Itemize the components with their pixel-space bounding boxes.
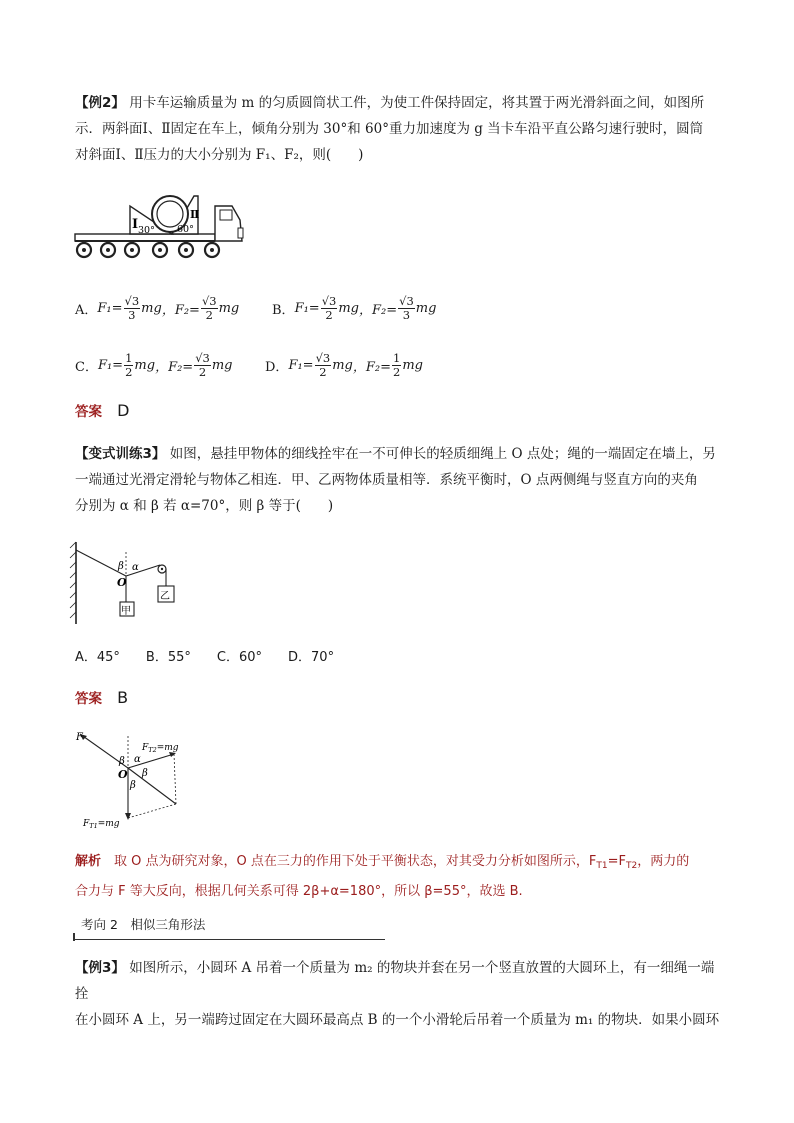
- example2-line3: 对斜面Ⅰ、Ⅱ压力的大小分别为 F₁、F₂，则( ): [75, 147, 364, 163]
- object-jia-label: 甲: [121, 606, 131, 617]
- variant3-line1: 【变式训练3】 如图，悬挂甲物体的细线拴牢在一不可伸长的轻质细绳上 O 点处；绳的一端固定在墙上，另: [75, 446, 716, 462]
- force-ft1-label: $F_{T1}=mg$: [83, 819, 120, 830]
- force-beta-3: β: [130, 780, 136, 791]
- force-beta-1: β: [119, 756, 125, 767]
- example2-line1: 【例2】 用卡车运输质量为 m 的匀质圆筒状工件，为使工件保持固定，将其置于两光滑斜面之间，如图所: [75, 95, 705, 111]
- incline2-label: Ⅱ: [190, 208, 200, 221]
- example3-line1: 【例3】 如图所示，小圆环 A 吊着一个质量为 m₂ 的物块并套在另一个竖直放置的大圆环上，有一细绳一端拴: [75, 960, 715, 1002]
- angle1-label: 30°: [138, 225, 155, 236]
- force-f-label: F: [76, 732, 83, 743]
- example3-question: [75, 955, 725, 1033]
- object-yi-label: 乙: [160, 591, 170, 602]
- example2-tag: 【例2】: [75, 95, 125, 111]
- force-ft2-label: $F_{T2}=mg$: [142, 743, 179, 754]
- section-heading: 考向 2 相似三角形法: [75, 915, 385, 940]
- variant3-line2: 一端通过光滑定滑轮与物体乙相连．甲、乙两物体质量相等．系统平衡时，O 点两侧绳与竖直方向的夹角: [75, 472, 698, 488]
- force-beta-2: β: [142, 768, 148, 779]
- analysis-line2: 合力与 F 等大反向，根据几何关系可得 2β+α=180°，所以 β=55°，故选 B.: [75, 884, 523, 899]
- force-diagram: [70, 726, 210, 836]
- example2-line2: 示．两斜面Ⅰ、Ⅱ固定在车上，倾角分别为 30°和 60°重力加速度为 g 当卡车沿平直公路匀速行驶时，圆筒: [75, 121, 704, 137]
- variant3-question: [75, 441, 725, 519]
- option-a[interactable]: A． F₁= $\frac{√3}{3}$ mg ，F₂= $\frac{√3}{2}$ mg: [75, 293, 240, 322]
- pulley-figure: [68, 538, 193, 628]
- variant3-tag: 【变式训练3】: [75, 446, 166, 462]
- example3-line2: 在小圆环 A 上，另一端跨过固定在大圆环最高点 B 的一个小滑轮后吊着一个质量为 m₁ 的物块．如果小圆环: [75, 1012, 720, 1028]
- option-c[interactable]: C． F₁= $\frac{1}{2}$ mg ，F₂= $\frac{√3}{2}$ mg: [75, 350, 233, 379]
- analysis-line1: 解析 取 O 点为研究对象，O 点在三力的作用下处于平衡状态，对其受力分析如图所示，$F_{T1}=F_{T2}$，两力的: [75, 854, 690, 871]
- alpha-label: α: [132, 562, 139, 573]
- example2-question: [75, 90, 725, 168]
- example3-tag: 【例3】: [75, 960, 125, 976]
- force-alpha: α: [134, 754, 141, 765]
- variant3-options[interactable]: A．45° B．55° C．60° D．70°: [75, 650, 335, 665]
- angle2-label: 60°: [177, 224, 194, 235]
- incline1-label: Ⅰ: [132, 217, 139, 232]
- option-b[interactable]: B． F₁= $\frac{√3}{2}$ mg ，F₂= $\frac{√3}{3}$ mg: [272, 293, 437, 322]
- variant3-line3: 分别为 α 和 β 若 α=70°，则 β 等于( ): [75, 498, 334, 514]
- truck-figure: [72, 188, 247, 268]
- variant3-answer: 答案 B: [75, 688, 129, 707]
- beta-label: β: [118, 561, 124, 572]
- example2-answer: 答案 D: [75, 401, 130, 420]
- variant3-analysis: [75, 849, 725, 905]
- force-point-o: O: [118, 768, 128, 781]
- option-d[interactable]: D． F₁= $\frac{√3}{2}$ mg ，F₂= $\frac{1}{2}$ mg: [265, 350, 423, 379]
- point-o-label: O: [117, 576, 127, 589]
